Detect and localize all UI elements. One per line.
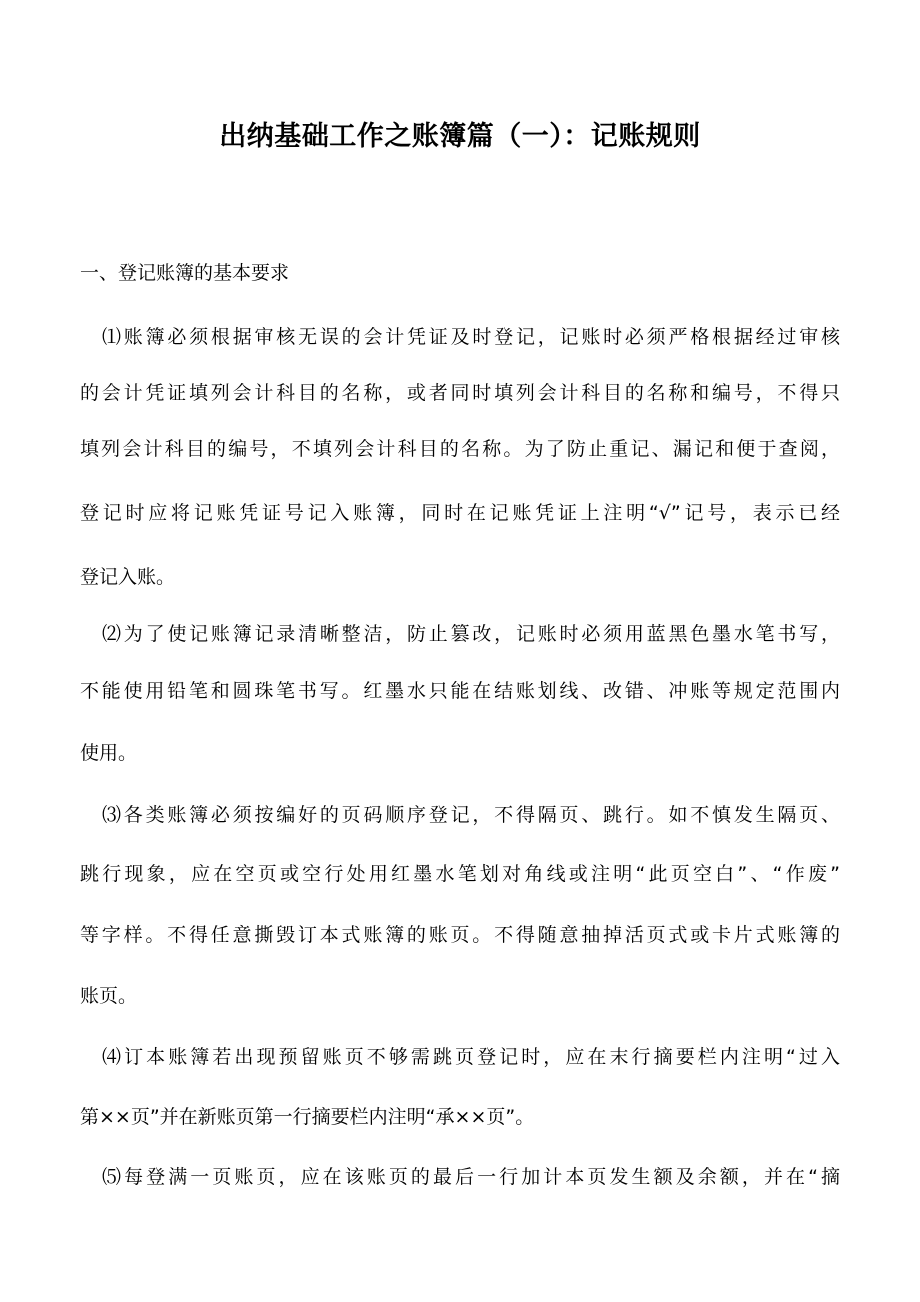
paragraph-3-line-1: ⑶各类账簿必须按编好的页码顺序登记，不得隔页、跳行。如不慎发生隔页、 bbox=[102, 804, 840, 826]
paragraph-2-line-2: 不能使用铅笔和圆珠笔书写。红墨水只能在结账划线、改错、冲账等规定范围内 bbox=[80, 680, 840, 702]
section-heading: 一、登记账簿的基本要求 bbox=[80, 262, 290, 284]
document-title: 出纳基础工作之账簿篇（一）：记账规则 bbox=[219, 121, 701, 152]
paragraph-4-line-1: ⑷订本账簿若出现预留账页不够需跳页登记时，应在末行摘要栏内注明“过入 bbox=[102, 1046, 840, 1068]
paragraph-1-line-4: 登记时应将记账凭证号记入账簿，同时在记账凭证上注明“√”记号，表示已经 bbox=[80, 502, 840, 524]
paragraph-1-line-1: ⑴账簿必须根据审核无误的会计凭证及时登记，记账时必须严格根据经过审核 bbox=[102, 326, 840, 348]
paragraph-4-line-2: 第××页”并在新账页第一行摘要栏内注明“承××页”。 bbox=[80, 1106, 535, 1128]
paragraph-3-line-3: 等字样。不得任意撕毁订本式账簿的账页。不得随意抽掉活页式或卡片式账簿的 bbox=[80, 924, 840, 946]
paragraph-1-line-3: 填列会计科目的编号，不填列会计科目的名称。为了防止重记、漏记和便于查阅， bbox=[80, 438, 840, 460]
paragraph-1-line-5: 登记入账。 bbox=[80, 566, 176, 588]
paragraph-1-line-2: 的会计凭证填列会计科目的名称，或者同时填列会计科目的名称和编号，不得只 bbox=[80, 382, 840, 404]
paragraph-3-line-4: 账页。 bbox=[80, 985, 138, 1007]
paragraph-3-line-2: 跳行现象，应在空页或空行处用红墨水笔划对角线或注明“此页空白”、“作废” bbox=[80, 863, 840, 885]
paragraph-2-line-1: ⑵为了使记账簿记录清晰整洁，防止篡改，记账时必须用蓝黑色墨水笔书写， bbox=[102, 623, 840, 645]
paragraph-2-line-3: 使用。 bbox=[80, 742, 138, 764]
paragraph-5-line-1: ⑸每登满一页账页，应在该账页的最后一行加计本页发生额及余额，并在“摘 bbox=[102, 1166, 840, 1188]
